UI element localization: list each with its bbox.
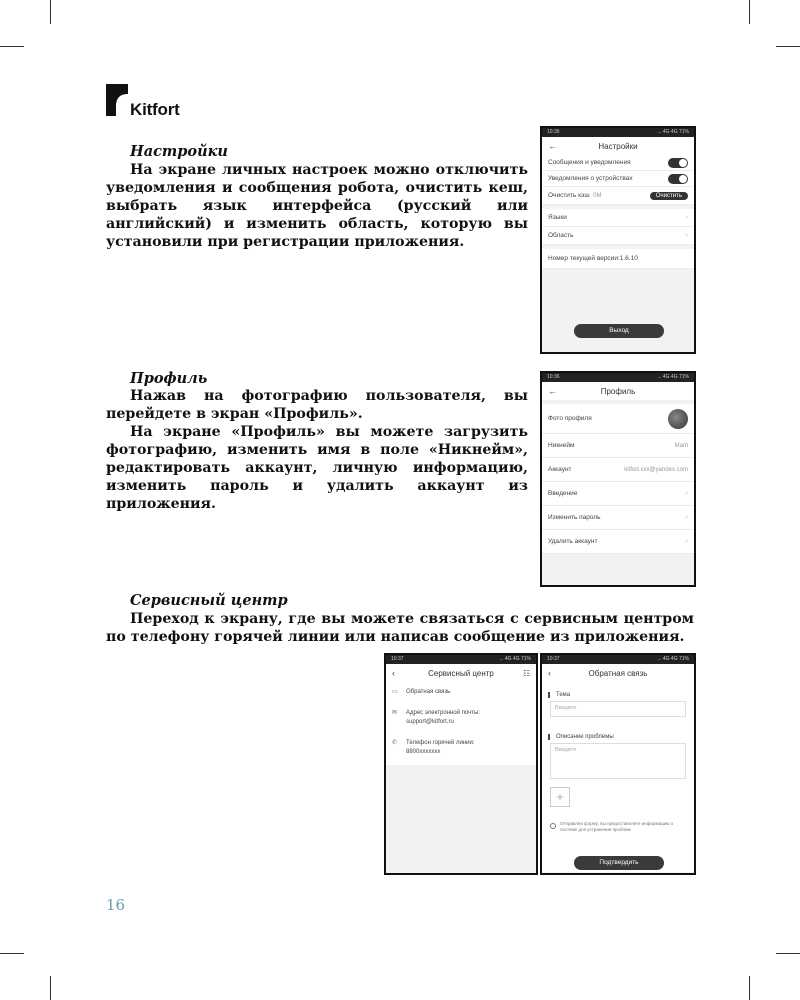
add-image-button[interactable]: +: [550, 787, 570, 807]
description-label: Описание проблемы: [548, 734, 694, 740]
brand-logo: [106, 84, 206, 124]
status-bar: 10:37 ... 4G 4G 71%: [386, 655, 536, 664]
profile-row-change-password[interactable]: Изменить пароль ›: [542, 506, 694, 530]
settings-row-region[interactable]: Область ›: [542, 227, 694, 245]
crop-mark: [749, 0, 750, 24]
nav-bar: [386, 664, 536, 682]
chevron-right-icon: ›: [685, 538, 688, 545]
status-bar: 10:37 ... 4G 4G 71%: [542, 655, 694, 664]
status-bar: 10:36 ... 4G 4G 71%: [542, 128, 694, 137]
screen-title: Настройки: [598, 141, 638, 151]
page-number: 16: [106, 896, 126, 914]
subject-field[interactable]: Введите: [550, 701, 686, 717]
screen-title: Обратная связь: [588, 668, 648, 678]
consent-row: Отправляя форму, вы предоставляете информацию о системе для устранения проблем: [542, 815, 694, 833]
profile-row-intro[interactable]: Введение ›: [542, 482, 694, 506]
nav-bar: [542, 382, 694, 400]
nav-bar: [542, 664, 694, 682]
crop-mark: [749, 976, 750, 1000]
profile-row-account[interactable]: Аккаунт kitfort.xxx@yandex.com: [542, 458, 694, 482]
profile-text-2: На экране «Профиль» вы можете загрузить фотографию, изменить имя в поле «Никнейм», редактировать аккаунт, личную информацию, изменить пароль и удалить аккаунт из приложения.: [106, 424, 528, 512]
profile-row-photo[interactable]: Фото профиля: [542, 404, 694, 434]
settings-row-cache: Очистить кэш 0M Очистить: [542, 187, 694, 205]
settings-title: Настройки: [130, 143, 228, 160]
profile-screenshot: [540, 371, 696, 587]
service-center-screenshot: [384, 653, 538, 875]
messages-toggle[interactable]: [668, 158, 688, 168]
chevron-right-icon: ›: [685, 232, 688, 239]
service-title: Сервисный центр: [130, 592, 288, 609]
checkbox-icon[interactable]: [550, 823, 556, 829]
profile-text-1: Нажав на фотографию пользователя, вы перейдете в экран «Профиль».: [106, 388, 528, 422]
service-item-hotline[interactable]: ✆ Телефон горячей линии: 8800xxxxxxx: [392, 740, 475, 755]
chevron-right-icon: ›: [685, 490, 688, 497]
notifications-toggle[interactable]: [668, 174, 688, 184]
profile-row-delete-account[interactable]: Удалить аккаунт ›: [542, 530, 694, 554]
mail-icon: ✉: [392, 710, 398, 716]
submit-button[interactable]: Подтвердить: [574, 856, 664, 870]
subject-label: Тема: [548, 692, 694, 698]
status-bar: 10:36 ... 4G 4G 71%: [542, 373, 694, 382]
back-arrow-icon[interactable]: ‹: [548, 668, 551, 678]
settings-row-version: Номер текущей версии:1.6.10: [542, 249, 694, 269]
chevron-right-icon: ›: [685, 514, 688, 521]
profile-title: Профиль: [130, 370, 208, 387]
settings-text: На экране личных настроек можно отключить уведомления и сообщения робота, очистить кеш, выбрать язык интерфейса (русский или английский) и изменить область, которую вы установили при регистрации приложения.: [106, 162, 528, 250]
service-item-email[interactable]: ✉ Адрес электронной почты: support@kitfort.ru: [392, 710, 481, 725]
crop-mark: [50, 976, 51, 1000]
phone-icon: ✆: [392, 740, 398, 746]
logout-button[interactable]: Выход: [574, 324, 664, 338]
service-item-feedback[interactable]: ▭ Обратная связь: [392, 689, 451, 695]
avatar[interactable]: [668, 409, 688, 429]
back-arrow-icon[interactable]: ←: [548, 141, 557, 151]
crop-mark: [0, 953, 24, 954]
crop-mark: [0, 46, 24, 47]
screen-title: Сервисный центр: [428, 668, 494, 678]
history-icon[interactable]: ☷: [522, 668, 530, 678]
chevron-right-icon: ›: [685, 214, 688, 221]
back-arrow-icon[interactable]: ‹: [392, 668, 395, 678]
clear-cache-button[interactable]: Очистить: [650, 192, 688, 200]
feedback-screenshot: [540, 653, 696, 875]
profile-row-nickname[interactable]: Никнейм Mam: [542, 434, 694, 458]
settings-row-language[interactable]: Языки ›: [542, 209, 694, 227]
description-field[interactable]: Введите: [550, 743, 686, 779]
brand-name: Kitfort: [130, 100, 180, 119]
crop-mark: [776, 46, 800, 47]
settings-row-messages: Сообщения и уведомления: [542, 155, 694, 171]
service-text: Переход к экрану, где вы можете связаться с сервисным центром по телефону горячей линии или написав сообщение из приложения.: [106, 611, 694, 645]
settings-screenshot: [540, 126, 696, 354]
nav-bar: [542, 137, 694, 155]
back-arrow-icon[interactable]: ←: [548, 386, 557, 396]
crop-mark: [776, 953, 800, 954]
kitfort-logo-icon: [106, 84, 128, 116]
chat-icon: ▭: [392, 689, 398, 695]
settings-row-device-notifications: Уведомления о устройствах: [542, 171, 694, 187]
crop-mark: [50, 0, 51, 24]
screen-title: Профиль: [600, 386, 636, 396]
